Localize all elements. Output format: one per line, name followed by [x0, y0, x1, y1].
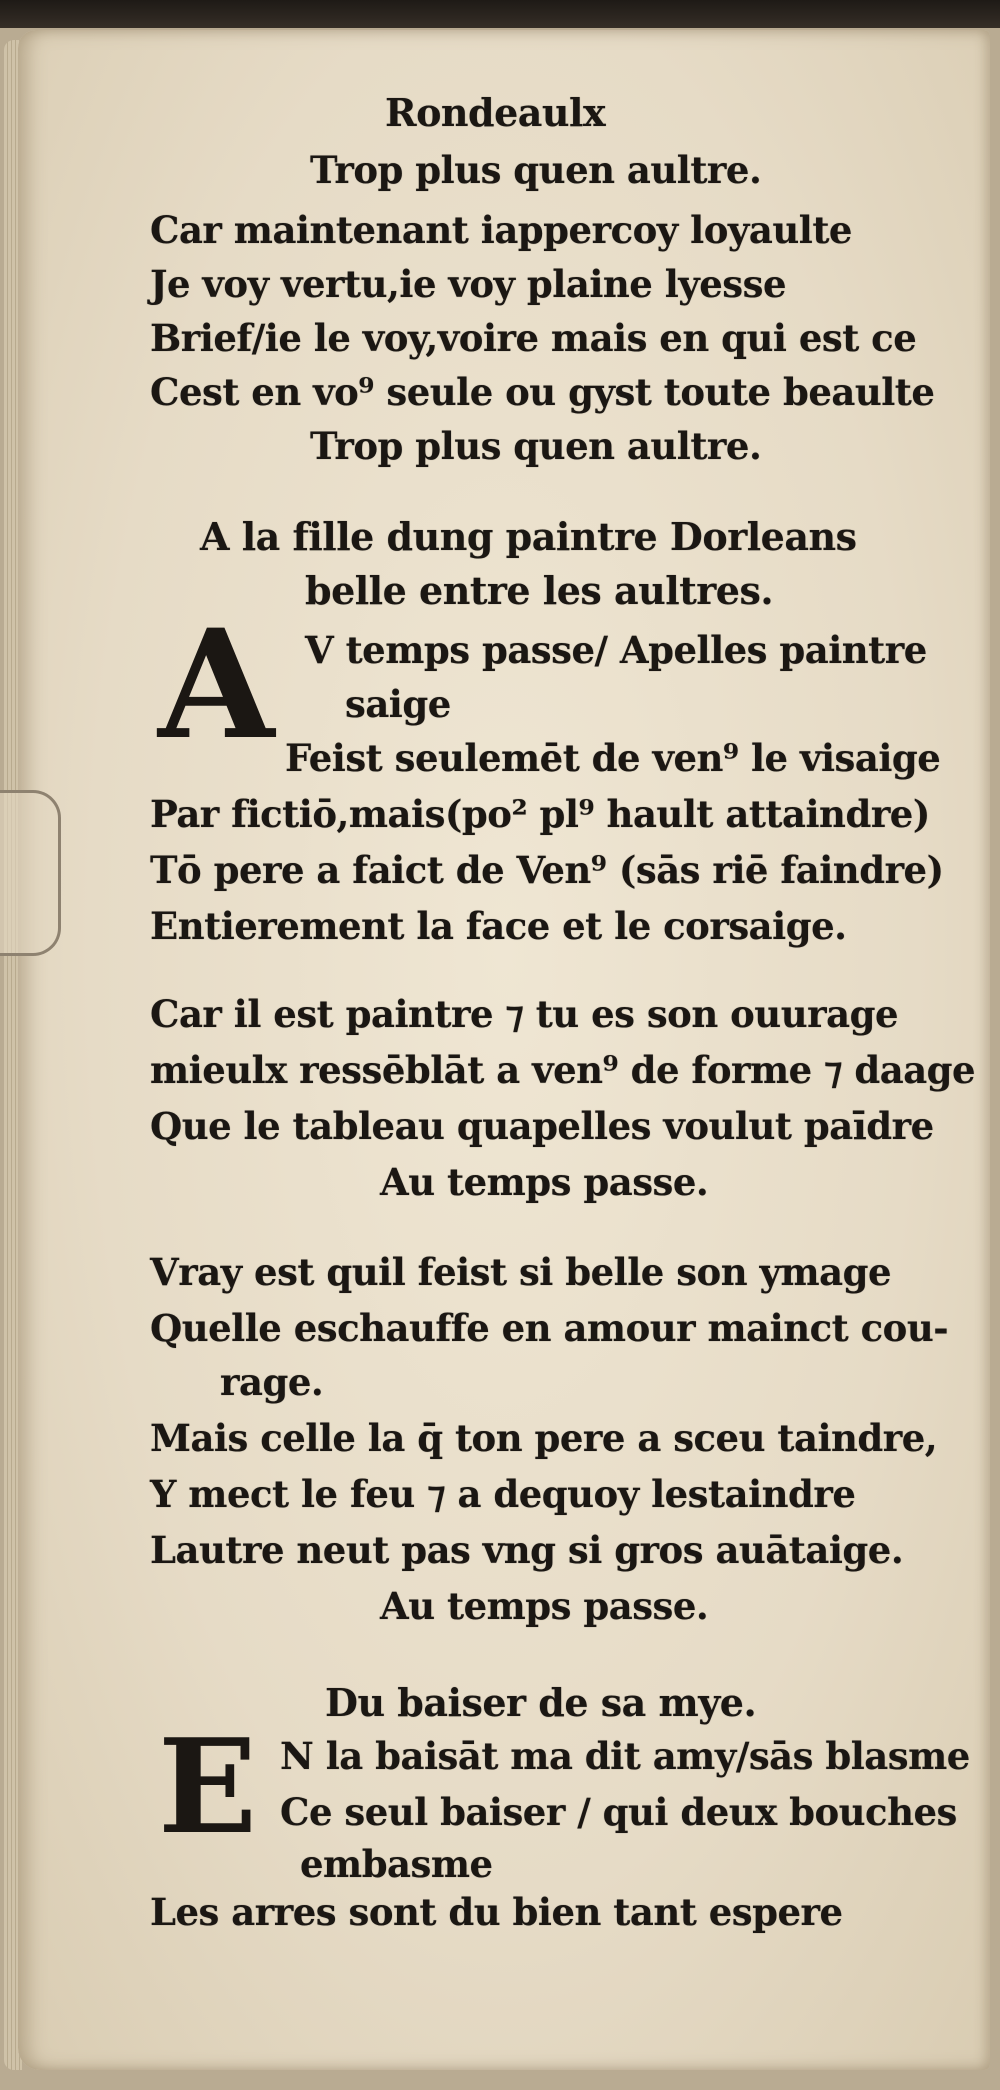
- verse-line: V temps passe/ Apelles paintre: [305, 628, 927, 672]
- verse-line: Que le tableau quapelles voulut paīdre: [150, 1104, 934, 1148]
- verse-line: Brief/ie le voy,voire mais en qui est ce: [150, 316, 917, 360]
- verse-line: Ce seul baiser / qui deux bouches: [280, 1790, 957, 1834]
- section-title: A la fille dung paintre Dorleans: [200, 514, 857, 559]
- verse-line: Les arres sont du bien tant espere: [150, 1890, 843, 1934]
- verse-line: saige: [345, 682, 451, 726]
- running-head: Rondeaulx: [385, 90, 606, 135]
- verse-line: Y mect le feu ⁊ a dequoy lestaindre: [150, 1472, 856, 1516]
- refrain-line: Au temps passe.: [380, 1584, 709, 1628]
- drop-capital: A: [158, 597, 275, 773]
- verse-line: rage.: [220, 1360, 324, 1404]
- drop-capital: E: [158, 1710, 258, 1863]
- refrain-line: Au temps passe.: [380, 1160, 709, 1204]
- verse-line: Car il est paintre ⁊ tu es son ouurage: [150, 992, 898, 1036]
- verse-line: Quelle eschauffe en amour mainct cou-: [150, 1306, 949, 1350]
- verse-line: Lautre neut pas vng si gros auātaige.: [150, 1528, 904, 1572]
- verse-line: Entierement la face et le corsaige.: [150, 904, 847, 948]
- section-title: Du baiser de sa mye.: [325, 1680, 757, 1725]
- clasp-tab: [0, 790, 61, 956]
- refrain-line: Trop plus quen aultre.: [310, 424, 762, 468]
- section-subtitle: belle entre les aultres.: [305, 568, 774, 613]
- verse-line: Vray est quil feist si belle son ymage: [150, 1250, 892, 1294]
- verse-line: Feist seulemēt de ven⁹ le visaige: [285, 736, 941, 780]
- refrain-line: Trop plus quen aultre.: [310, 148, 762, 192]
- verse-line: Cest en vo⁹ seule ou gyst toute beaulte: [150, 370, 935, 414]
- verse-line: Mais celle la q̄ ton pere a sceu taindre,: [150, 1416, 938, 1460]
- verse-line: Je voy vertu,ie voy plaine lyesse: [150, 262, 787, 306]
- verse-line: mieulx ressēblāt a ven⁹ de forme ⁊ daage: [150, 1048, 976, 1092]
- verse-line: Par fictiō,mais(po² pl⁹ hault attaindre): [150, 792, 930, 836]
- verse-line: Tō pere a faict de Ven⁹ (sās riē faindre): [150, 848, 944, 892]
- verse-line: embasme: [300, 1842, 493, 1886]
- verse-line: N la baisāt ma dit amy/sās blasme: [280, 1734, 970, 1778]
- verse-line: Car maintenant iappercoy loyaulte: [150, 208, 852, 252]
